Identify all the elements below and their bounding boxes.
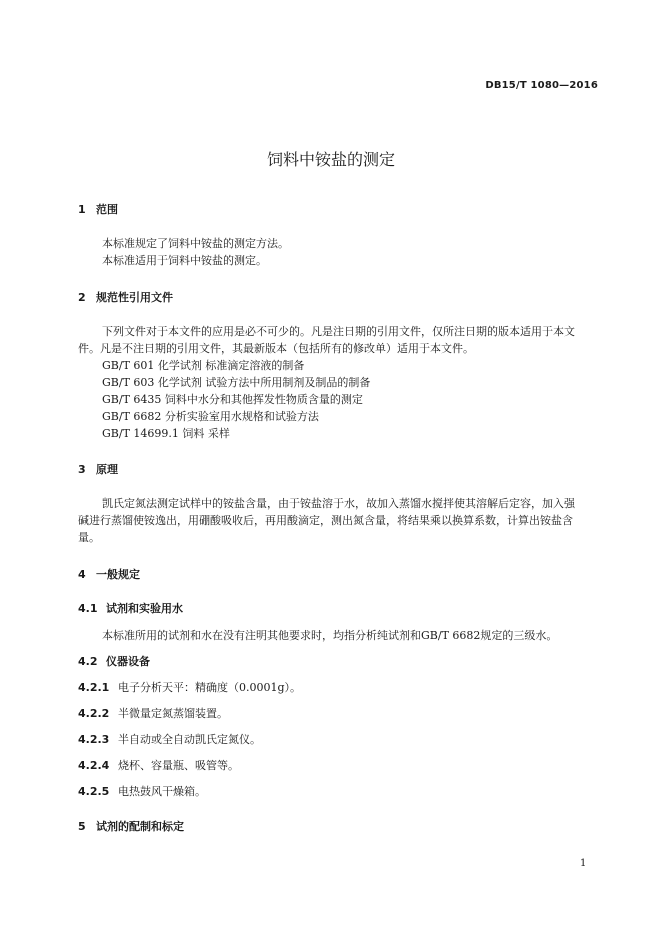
principle-line-1: 凯氏定氮法测定试样中的铵盐含量，由于铵盐溶于水，故加入蒸馏水搅拌使其溶解后定容，加入强 bbox=[102, 497, 575, 510]
document-title: 饲料中铵盐的测定 bbox=[266, 150, 395, 169]
subsection-number: 4.2 bbox=[78, 655, 98, 668]
reference-item: GB/T 6682 分析实验室用水规格和试验方法 bbox=[102, 410, 319, 423]
reference-item: GB/T 14699.1 饲料 采样 bbox=[102, 427, 230, 440]
section-number: 2 bbox=[78, 291, 86, 304]
item-text: 半微量定氮蒸馏装置。 bbox=[118, 707, 228, 720]
section-title: 试剂的配制和标定 bbox=[96, 820, 184, 833]
item-number: 4.2.3 bbox=[78, 733, 110, 746]
equipment-item bbox=[78, 783, 206, 799]
subsection-4-1-heading bbox=[78, 600, 183, 616]
references-intro-line-1: 下列文件对于本文件的应用是必不可少的。凡是注日期的引用文件，仅所注日期的版本适用于本文 bbox=[102, 325, 575, 338]
equipment-item bbox=[78, 731, 261, 747]
scope-line-1: 本标准规定了饲料中铵盐的测定方法。 bbox=[102, 237, 289, 250]
section-title: 一般规定 bbox=[96, 568, 140, 581]
section-5-heading bbox=[78, 818, 184, 834]
item-number: 4.2.4 bbox=[78, 759, 110, 772]
item-number: 4.2.2 bbox=[78, 707, 110, 720]
item-text: 半自动或全自动凯氏定氮仪。 bbox=[118, 733, 261, 746]
subsection-title: 仪器设备 bbox=[106, 655, 150, 668]
subsection-number: 4.1 bbox=[78, 602, 98, 615]
equipment-item bbox=[78, 705, 228, 721]
section-title: 范围 bbox=[96, 203, 118, 216]
section-number: 4 bbox=[78, 568, 86, 581]
item-text: 电子分析天平：精确度（0.0001g）。 bbox=[118, 681, 302, 694]
section-1-heading bbox=[78, 201, 118, 217]
section-3-heading bbox=[78, 461, 118, 477]
reference-item: GB/T 601 化学试剂 标准滴定溶液的制备 bbox=[102, 359, 305, 372]
item-text: 电热鼓风干燥箱。 bbox=[118, 785, 206, 798]
subsection-title: 试剂和实验用水 bbox=[106, 602, 183, 615]
reference-item: GB/T 6435 饲料中水分和其他挥发性物质含量的测定 bbox=[102, 393, 363, 406]
principle-line-3: 量。 bbox=[78, 531, 100, 544]
section-2-heading bbox=[78, 289, 173, 305]
equipment-item bbox=[78, 757, 239, 773]
page-number: 1 bbox=[580, 858, 587, 869]
item-number: 4.2.1 bbox=[78, 681, 110, 694]
equipment-item bbox=[78, 679, 301, 695]
references-intro-line-2: 件。凡是不注日期的引用文件，其最新版本（包括所有的修改单）适用于本文件。 bbox=[78, 342, 474, 355]
section-title: 规范性引用文件 bbox=[96, 291, 173, 304]
standard-code: DB15/T 1080—2016 bbox=[485, 80, 598, 91]
section-4-heading bbox=[78, 566, 140, 582]
section-title: 原理 bbox=[96, 463, 118, 476]
scope-line-2: 本标准适用于饲料中铵盐的测定。 bbox=[102, 254, 267, 267]
item-text: 烧杯、容量瓶、吸管等。 bbox=[118, 759, 239, 772]
subsection-4-2-heading bbox=[78, 653, 150, 669]
principle-line-2: 碱进行蒸馏使铵逸出，用硼酸吸收后，再用酸滴定，测出氮含量，将结果乘以换算系数，计算出铵盐含 bbox=[78, 514, 573, 527]
reagents-text: 本标准所用的试剂和水在没有注明其他要求时，均指分析纯试剂和GB/T 6682规定的三级水。 bbox=[102, 629, 558, 642]
section-number: 5 bbox=[78, 820, 86, 833]
reference-item: GB/T 603 化学试剂 试验方法中所用制剂及制品的制备 bbox=[102, 376, 371, 389]
section-number: 1 bbox=[78, 203, 86, 216]
section-number: 3 bbox=[78, 463, 86, 476]
item-number: 4.2.5 bbox=[78, 785, 110, 798]
